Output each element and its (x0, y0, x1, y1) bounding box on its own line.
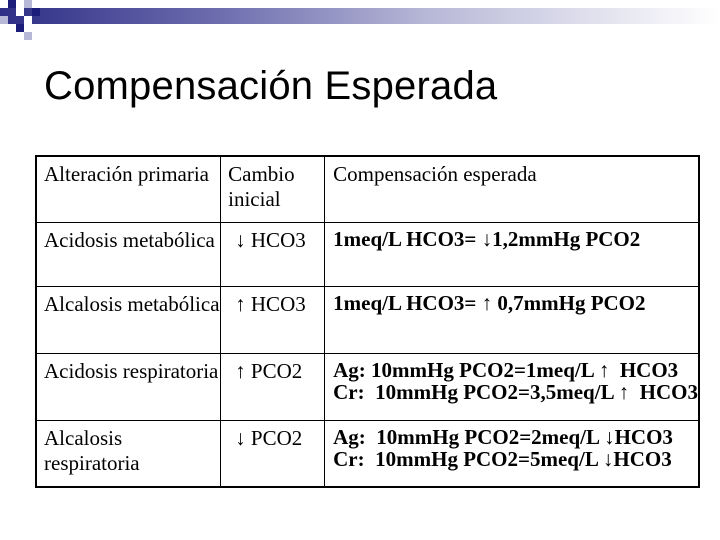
header-cambio-line: Cambio (228, 162, 295, 186)
compensation-line: Ag: 10mmHg PCO2=1meq/L ↑ HCO3 (333, 358, 679, 382)
alteration-cell: Acidosis metabólica (36, 223, 221, 287)
table-header-row (36, 156, 699, 223)
compensation-line: 1meq/L HCO3= ↑ 0,7mmHg PCO2 (333, 291, 646, 315)
compensation-cell (325, 223, 699, 287)
decorative-square (8, 0, 16, 8)
header-alteracion: Alteración primaria (36, 156, 221, 223)
header-compensacion: Compensación esperada (325, 156, 699, 223)
decorative-square (24, 0, 32, 8)
decorative-square (16, 8, 24, 16)
compensation-cell (325, 421, 699, 488)
compensation-table (35, 155, 700, 488)
decorative-gradient-band (0, 8, 720, 24)
change-cell: ↓ PCO2 (221, 421, 325, 488)
decorative-square (16, 24, 24, 32)
table-row (36, 223, 699, 287)
change-cell: ↑ PCO2 (221, 354, 325, 421)
alteration-cell: Alcalosis respiratoria (36, 421, 221, 488)
header-cambio-line: inicial (228, 187, 281, 211)
header-cambio (221, 156, 325, 223)
compensation-line: Cr: 10mmHg PCO2=5meq/L ↓HCO3 (333, 447, 672, 471)
table-row (36, 421, 699, 488)
alteration-cell: Alcalosis metabólica (36, 287, 221, 354)
header-decoration (0, 0, 720, 40)
table-row (36, 287, 699, 354)
decorative-square (24, 16, 32, 24)
decorative-square (32, 8, 40, 16)
compensation-cell (325, 287, 699, 354)
decorative-square (0, 16, 8, 24)
table-row (36, 354, 699, 421)
decorative-square (24, 32, 32, 40)
compensation-cell (325, 354, 699, 421)
slide-title: Compensación Esperada (44, 64, 498, 108)
compensation-line: 1meq/L HCO3= ↓1,2mmHg PCO2 (333, 227, 641, 251)
change-cell: ↑ HCO3 (221, 287, 325, 354)
compensation-line: Ag: 10mmHg PCO2=2meq/L ↓HCO3 (333, 425, 673, 449)
alteration-cell: Acidosis respiratoria (36, 354, 221, 421)
change-cell: ↓ HCO3 (221, 223, 325, 287)
compensation-line: Cr: 10mmHg PCO2=3,5meq/L ↑ HCO3 (333, 380, 698, 404)
